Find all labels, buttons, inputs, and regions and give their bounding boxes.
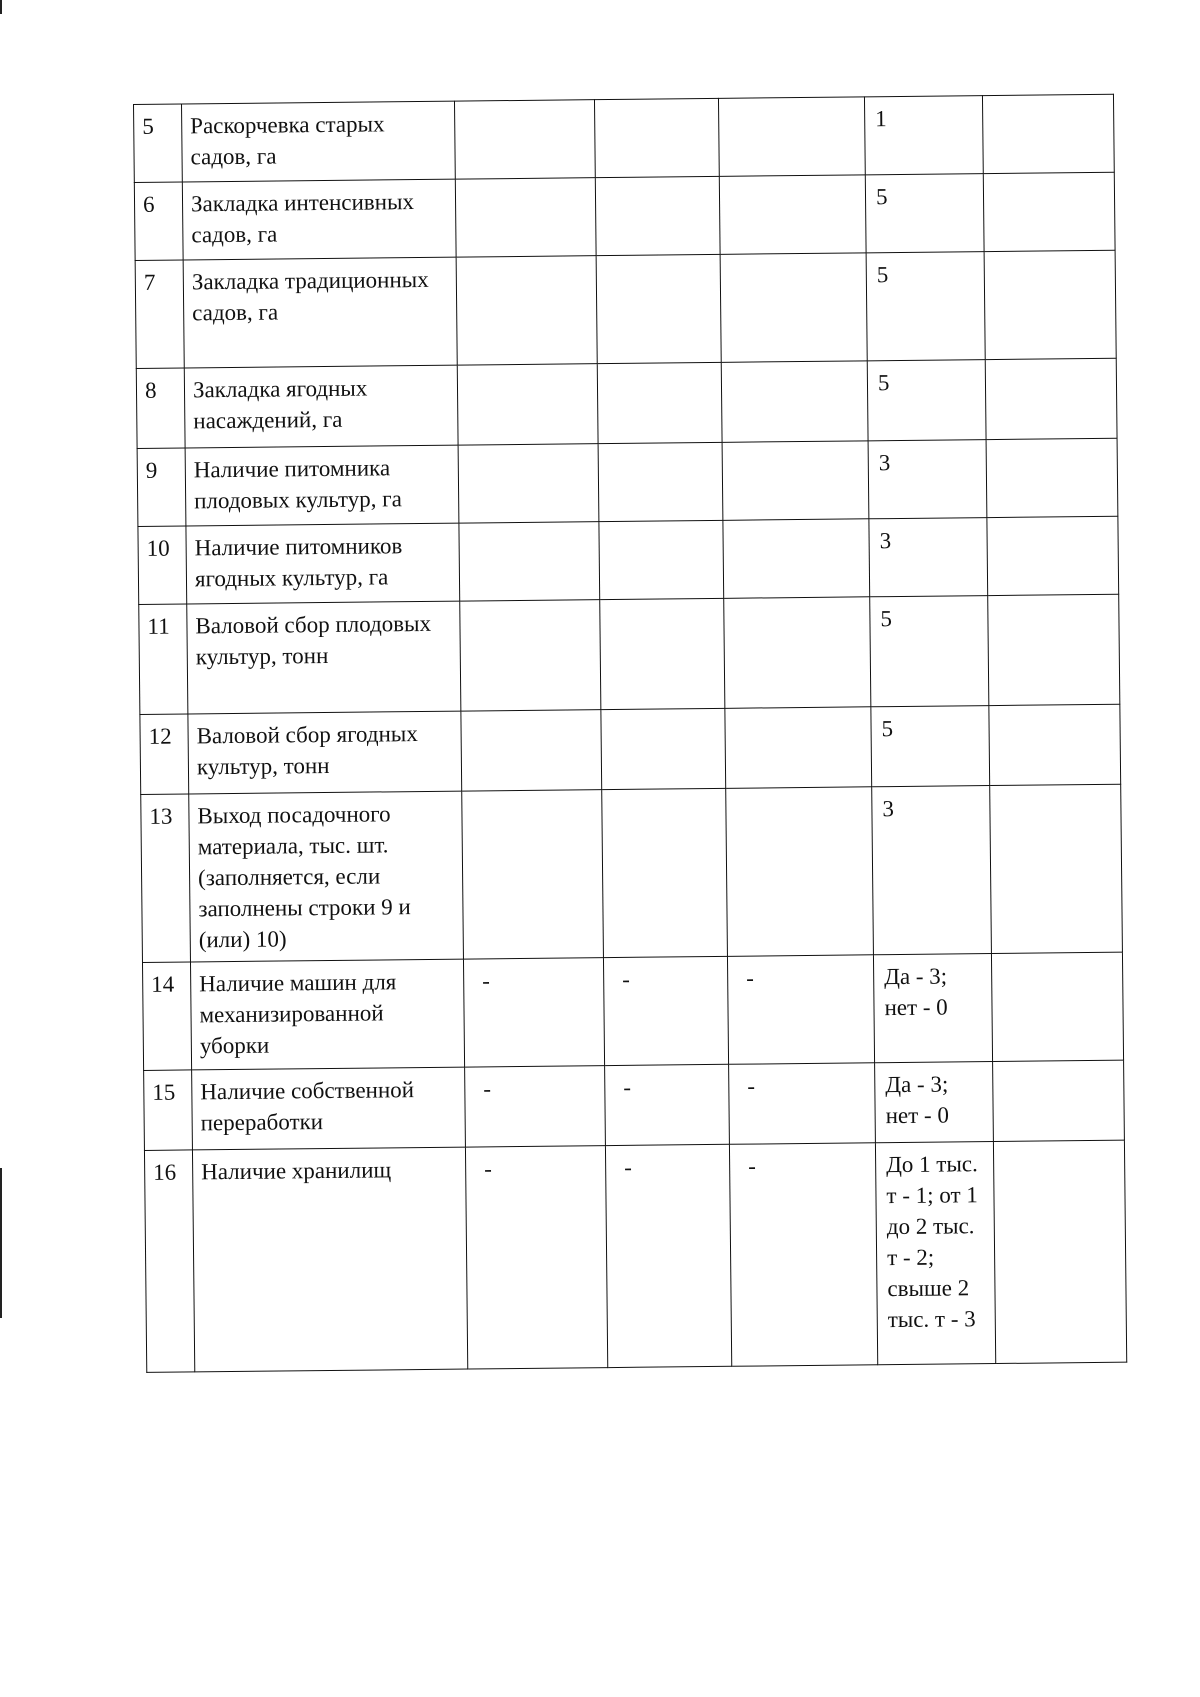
row-value-1 [459,522,600,601]
row-last-cell [984,250,1116,359]
row-last-cell [982,94,1114,173]
row-value-1 [454,100,595,179]
table-row [136,358,1117,448]
row-last-cell [993,1060,1125,1141]
row-indicator: Закладка традиционных садов, га [183,257,457,368]
row-value-1 [460,600,601,711]
row-value-2: - [603,956,728,1065]
row-value-1 [456,256,597,365]
row-value-2 [596,254,721,363]
row-points: 3 [868,440,987,519]
row-number: 6 [134,182,183,260]
row-value-3 [720,253,867,363]
table-row [134,172,1115,260]
row-number: 13 [141,794,191,962]
row-value-3 [726,787,874,957]
table-row [144,1060,1125,1150]
row-value-3 [724,597,871,709]
row-number: 7 [135,260,184,368]
row-indicator: Наличие хранилищ [192,1147,467,1372]
row-indicator: Валовой сбор ягодных культур, тонн [188,711,462,794]
table-row [141,784,1123,962]
row-value-2: - [605,1064,730,1145]
row-indicator: Валовой сбор плодовых культур, тонн [187,601,461,714]
row-number: 15 [144,1070,193,1150]
row-points: 1 [864,96,983,175]
row-indicator: Наличие собственной переработки [192,1067,466,1150]
row-value-3: - [729,1063,876,1145]
row-points: До 1 тыс. т - 1; от 1 до 2 тыс. т - 2; свыше 2 тыс. т - 3 [875,1142,995,1365]
row-points: 5 [867,360,986,441]
row-value-3 [719,175,866,255]
row-indicator: Закладка интенсивных садов, га [182,179,456,260]
row-value-2 [602,788,728,957]
row-last-cell [991,952,1123,1061]
scan-edge-mark-top [0,0,2,14]
row-value-1: - [463,958,604,1067]
table-row [140,704,1121,794]
row-last-cell [989,704,1121,785]
row-value-2 [595,176,720,255]
row-value-1 [462,790,604,959]
row-number: 14 [142,962,191,1070]
row-last-cell [993,1140,1126,1363]
row-points: 3 [869,518,988,597]
table-row [135,250,1116,368]
row-indicator: Наличие машин для механизированной уборки [190,959,464,1070]
row-value-2 [597,362,722,443]
row-points: Да - 3; нет - 0 [875,1062,994,1143]
row-value-2 [594,98,719,177]
row-indicator: Наличие питомников ягодных культур, га [186,523,460,604]
row-number: 12 [140,714,189,794]
scan-edge-mark-bottom [0,1168,2,1318]
row-points: 5 [870,596,989,707]
row-last-cell [987,516,1119,595]
table-row [139,594,1120,714]
row-points: 5 [865,174,984,253]
document-table-container [133,94,1126,1373]
row-last-cell [986,438,1118,517]
row-value-1 [461,710,602,791]
row-last-cell [983,172,1115,251]
row-last-cell [990,784,1123,953]
row-value-2 [598,442,723,521]
row-indicator: Выход посадочного материала, тыс. шт. (заполняется, если заполнены строки 9 и (или) 10) [189,791,464,962]
row-number: 5 [134,104,183,182]
row-number: 11 [139,604,188,714]
row-value-2 [599,520,724,599]
row-value-1 [455,178,596,257]
table-row [142,952,1123,1070]
row-value-3 [721,361,868,443]
row-points: 5 [866,252,985,361]
table-row [144,1140,1126,1372]
row-value-3: - [729,1143,877,1367]
row-number: 16 [144,1150,194,1372]
table-row [138,516,1119,604]
row-value-1: - [465,1146,607,1369]
row-indicator: Закладка ягодных насаждений, га [184,365,458,448]
row-value-3: - [727,955,874,1065]
row-points: Да - 3; нет - 0 [873,954,992,1063]
row-points: 3 [872,786,992,955]
row-value-2 [601,708,726,789]
row-value-3 [722,441,869,521]
row-last-cell [985,358,1117,439]
row-indicator: Раскорчевка старых садов, га [182,101,456,182]
table-row [137,438,1118,526]
row-value-2 [600,598,725,709]
row-points: 5 [871,706,990,787]
table-row [134,94,1115,182]
criteria-table [133,94,1127,1373]
row-indicator: Наличие питомника плодовых культур, га [185,445,459,526]
row-value-1 [457,364,598,445]
row-number: 9 [137,448,186,526]
row-number: 10 [138,526,187,604]
row-value-3 [723,519,870,599]
row-value-3 [725,707,872,789]
row-number: 8 [136,368,185,448]
row-value-3 [718,97,865,177]
row-value-1 [458,444,599,523]
row-last-cell [988,594,1120,705]
row-value-1: - [465,1066,606,1147]
row-value-2: - [605,1144,731,1367]
